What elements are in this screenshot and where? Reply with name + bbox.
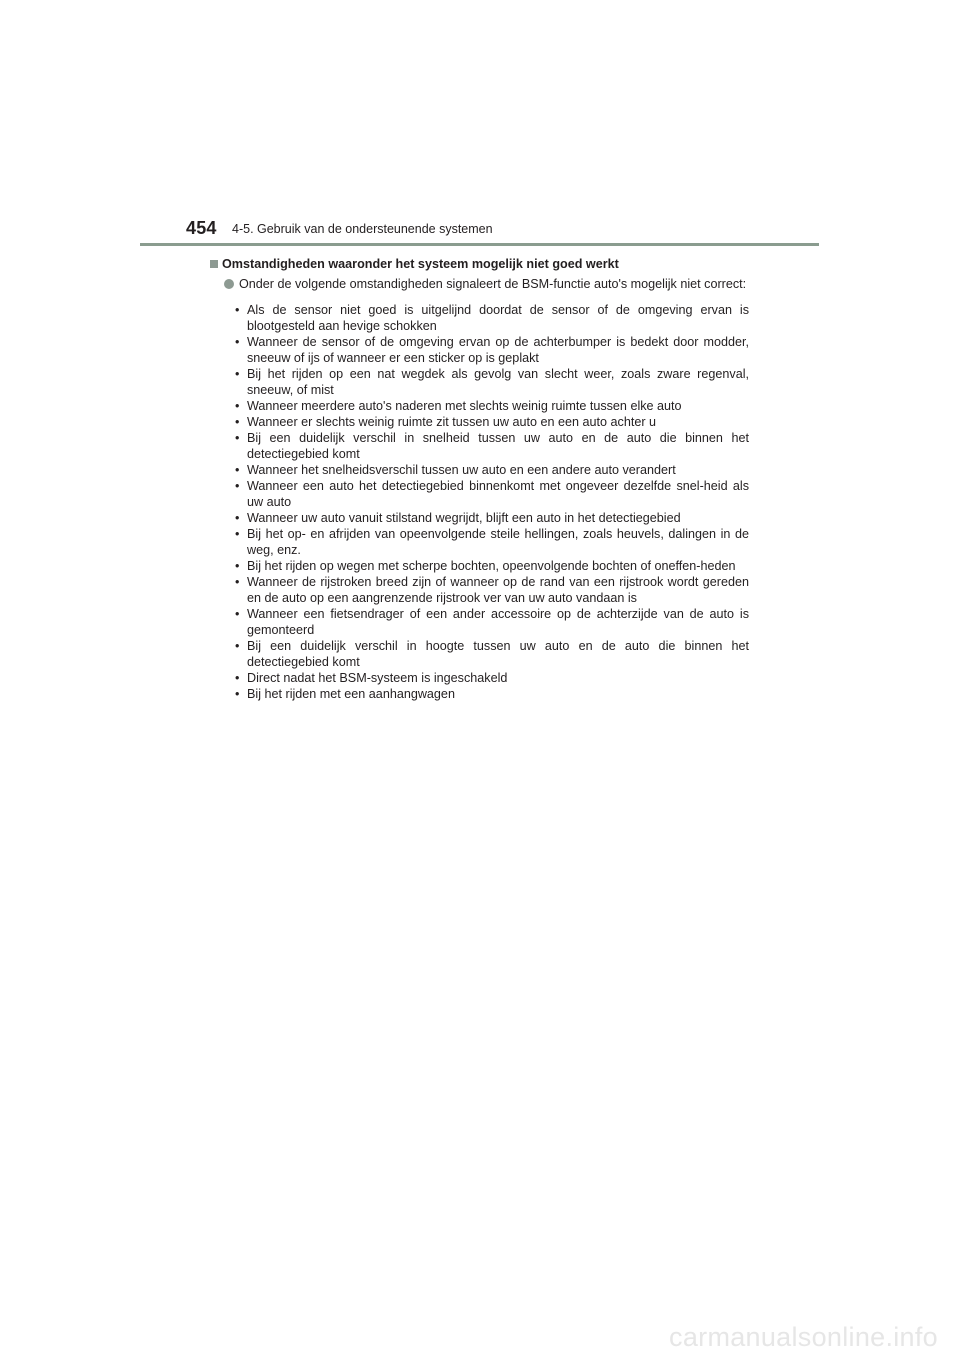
list-item-text: Wanneer de rijstroken breed zijn of wanneer op de rand van een rijstrook wordt gereden en de auto op een aangrenzende rijstrook ver van uw auto vandaan is (247, 575, 749, 605)
bullet-icon: • (235, 575, 240, 589)
intro-paragraph (209, 276, 749, 292)
square-bullet-icon (210, 260, 218, 268)
bullet-icon: • (235, 399, 240, 413)
list-item (209, 366, 749, 398)
bullet-icon: • (235, 639, 240, 653)
bullet-icon: • (235, 559, 240, 573)
intro-text: Onder de volgende omstandigheden signaleert de BSM-functie auto's mogelijk niet correct: (239, 277, 747, 291)
bullet-icon: • (235, 687, 240, 701)
list-item-text: Bij het op- en afrijden van opeenvolgende steile hellingen, zoals heuvels, dalingen in de weg, enz. (247, 527, 749, 557)
list-item-text: Bij het rijden met een aanhangwagen (247, 687, 455, 701)
list-item (209, 302, 749, 334)
list-item-text: Wanneer meerdere auto's naderen met slechts weinig ruimte tussen elke auto (247, 399, 682, 413)
list-item-text: Wanneer een fietsendrager of een ander accessoire op de achterzijde van de auto is gemonteerd (247, 607, 749, 637)
list-item-text: Bij een duidelijk verschil in snelheid tussen uw auto en de auto die binnen het detectiegebied komt (247, 431, 749, 461)
page-content (209, 256, 749, 702)
list-item (209, 414, 749, 430)
bullet-icon: • (235, 479, 240, 493)
bullet-icon: • (235, 671, 240, 685)
section-heading (209, 256, 749, 272)
bullet-icon: • (235, 335, 240, 349)
list-item (209, 574, 749, 606)
watermark: carmanualsonline.info (669, 1322, 938, 1352)
list-item (209, 670, 749, 686)
bullet-icon: • (235, 303, 240, 317)
section-title: 4-5. Gebruik van de ondersteunende systemen (232, 222, 493, 236)
list-item (209, 558, 749, 574)
list-item (209, 334, 749, 366)
list-item (209, 686, 749, 702)
list-item (209, 606, 749, 638)
list-item-text: Wanneer er slechts weinig ruimte zit tussen uw auto en een auto achter u (247, 415, 657, 429)
list-item-text: Bij het rijden op een nat wegdek als gevolg van slecht weer, zoals zware regenval, sneeuw, of mist (247, 367, 749, 397)
bullet-icon: • (235, 527, 240, 541)
list-item-text: Bij het rijden op wegen met scherpe bochten, opeenvolgende bochten of oneffen-heden (247, 559, 736, 573)
list-item-text: Wanneer uw auto vanuit stilstand wegrijdt, blijft een auto in het detectiegebied (247, 511, 681, 525)
list-item-text: Als de sensor niet goed is uitgelijnd doordat de sensor of de omgeving ervan is blootgesteld aan hevige schokken (247, 303, 749, 333)
list-item-text: Wanneer het snelheidsverschil tussen uw auto en een andere auto verandert (247, 463, 676, 477)
list-item (209, 462, 749, 478)
circle-bullet-icon (224, 279, 234, 289)
list-item-text: Wanneer een auto het detectiegebied binnenkomt met ongeveer dezelfde snel-heid als uw auto (247, 479, 749, 509)
conditions-list (209, 302, 749, 702)
bullet-icon: • (235, 431, 240, 445)
section-heading-text: Omstandigheden waaronder het systeem mogelijk niet goed werkt (222, 257, 619, 271)
bullet-icon: • (235, 367, 240, 381)
bullet-icon: • (235, 511, 240, 525)
list-item (209, 510, 749, 526)
bullet-icon: • (235, 463, 240, 477)
header-divider (140, 243, 819, 246)
page-header (0, 0, 960, 250)
bullet-icon: • (235, 607, 240, 621)
list-item-text: Bij een duidelijk verschil in hoogte tussen uw auto en de auto die binnen het detectiegebied komt (247, 639, 749, 669)
bullet-icon: • (235, 415, 240, 429)
list-item-text: Wanneer de sensor of de omgeving ervan op de achterbumper is bedekt door modder, sneeuw of ijs of wanneer er een sticker op is geplakt (247, 335, 749, 365)
list-item (209, 526, 749, 558)
list-item (209, 638, 749, 670)
list-item (209, 430, 749, 462)
page-number: 454 (186, 218, 217, 238)
list-item-text: Direct nadat het BSM-systeem is ingeschakeld (247, 671, 508, 685)
list-item (209, 478, 749, 510)
list-item (209, 398, 749, 414)
